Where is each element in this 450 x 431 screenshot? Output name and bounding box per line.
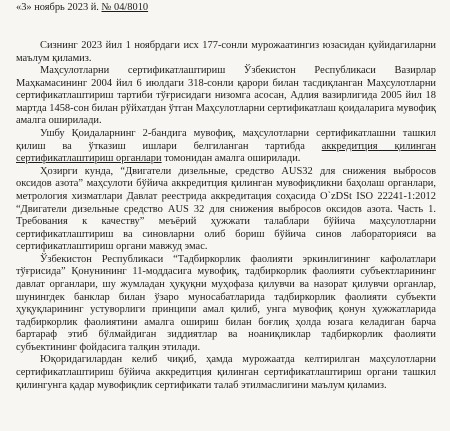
paragraph-law-reference: Ўзбекистон Республикаси “Тадбиркорлик фаолияти эркинлигининг кафолатлари тўғрисида” Қонунининг 11-моддасига мувофиқ, тадбиркорлик фаолияти субъектларининг давлат органлари, шу жумладан ҳуқуқни муҳофаза қилувчи ва назорат қилувчи органлар, шунингдек банклар билан ўзаро муносабатларида тадбиркорлик фаолияти субъекти ҳуқуқларининг устуворлиги принципи амал қилиб, унга мувофиқ қонун ҳужжатларида тадбиркорлик фаолиятини амалга ошириш билан боғлиқ ҳолда юзага келадиган барча бартараф этиб бўлмайдиган зиддиятлар ва ноаниқликлар тадбиркорлик фаолияти субъектининг фойдасига талқин этилади. [16,253,436,353]
paragraph-conclusion: Юқоридагилардан келиб чиқиб, ҳамда мурожаатда келтирилган маҳсулотларни сертификатлаштириш бўйича аккредитция қилинган сертификатлаштириш органи ташкил қилингунга қадар мувофиқлик сертификати талаб этилмаслигини маълум қиламиз. [16,354,436,391]
letter-header [16,0,436,14]
paragraph-intro: Сизнинг 2023 йил 1 ноябрдаги исх 177-сонли мурожаатингиз юзасидан қуйидагиларни маълум қиламиз. [16,40,436,64]
paragraph-certification-bodies [16,128,436,166]
paragraph-certification-bodies-start: Ушбу Қоидаларнинг 2-бандига мувофиқ, маҳсулотларни сертификатлашни ташкил қилиш ва ўтказиш ишлари белгиланган тартибда [16,128,436,152]
date-month-year: ноябрь 2023 й. [34,2,99,13]
paragraph-certification-basis: Маҳсулотларни сертификатлаштириш Ўзбекистон Республикаси Вазирлар Маҳкамасининг 2004 йил 6 июлдаги 318-сонли қарори билан тасдиқланган Маҳсулотларни сертификатлаштириш тартиби тўғрисидаги низомга асосан, Адлия вазирлигида 2005 йил 18 мартда 1458-сон билан рўйхатдан ўтган Маҳсулотларни сертификатлаш қоидаларига мувофиқ амалга оширилади. [16,65,436,127]
letter-number: № 04/8010 [101,2,149,13]
date-day: «3» [16,2,32,13]
paragraph-certification-bodies-end: томонидан амалга оширилади. [161,153,301,165]
letter-body [16,40,436,392]
paragraph-current-status: Ҳозирги кунда, “Двигатели дизельные, средство AUS32 для снижения выбросов оксидов азота” маҳсулоти бўйича аккредитция қилинган мувофиқликни баҳолаш органлари, метрология хизматлари Давлат реестрида аккредитация соҳасида O`zDSt ISO 22241-1:2012 “Двигатели дизельные средство AUS 32 для снижения выбросов оксидов азота. Часть 1. Требования к качеству” меъёрий ҳужжати талаблари бўйича маҳсулотларни сертификатлаштириш ва синовларни олиб бориш бўйича синов лабораторияси ва сертификатлаштириш органи мавжуд эмас. [16,165,436,253]
accredited-bodies-underlined: аккредитция қилинган сертификатлаштириш органлари [16,140,436,165]
